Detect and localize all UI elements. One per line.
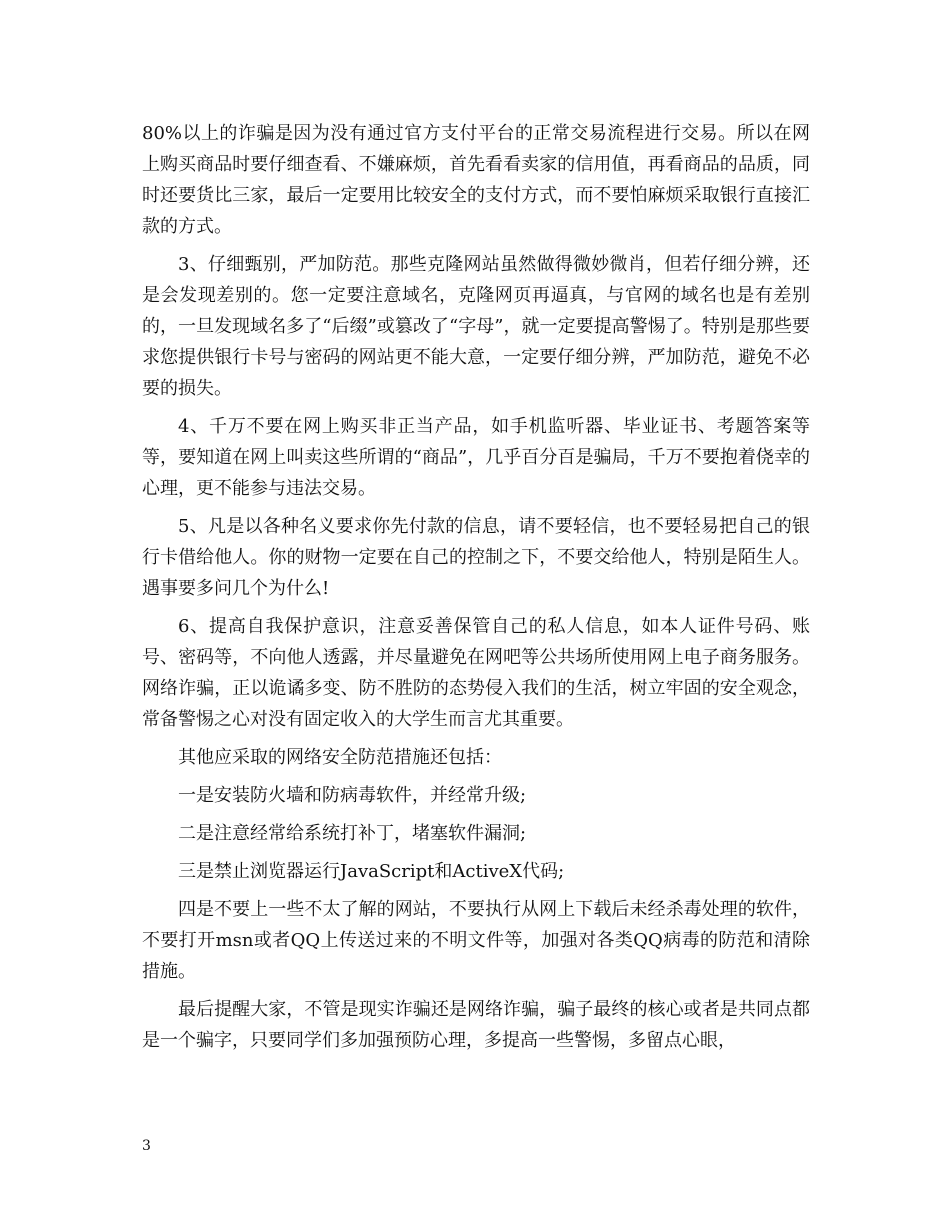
paragraph: 最后提醒大家，不管是现实诈骗还是网络诈骗，骗子最终的核心或者是共同点都是一个骗字，只要同学们多加强预防心理，多提高一些警惕，多留点心眼， xyxy=(142,999,810,1051)
paragraph: 3、仔细甄别，严加防范。那些克隆网站虽然做得微妙微肖，但若仔细分辨，还是会发现差别的。您一定要注意域名，克隆网页再逼真，与官网的域名也是有差别的，一旦发现域名多了“后缀”或篡改了“字母”，就一定要提高警惕了。特别是那些要求您提供银行卡号与密码的网站更不能大意，一定要仔细分辨，严加防范，避免不必要的损失。 xyxy=(142,254,810,399)
paragraph: 80%以上的诈骗是因为没有通过官方支付平台的正常交易流程进行交易。所以在网上购买商品时要仔细查看、不嫌麻烦，首先看看卖家的信用值，再看商品的品质，同时还要货比三家，最后一定要用比较安全的支付方式，而不要怕麻烦采取银行直接汇款的方式。 xyxy=(142,123,810,237)
paragraph: 4、千万不要在网上购买非正当产品，如手机监听器、毕业证书、考题答案等等，要知道在网上叫卖这些所谓的“商品”，几乎百分百是骗局，千万不要抱着侥幸的心理，更不能参与违法交易。 xyxy=(142,416,810,499)
paragraph: 6、提高自我保护意识，注意妥善保管自己的私人信息，如本人证件号码、账号、密码等，不向他人透露，并尽量避免在网吧等公共场所使用网上电子商务服务。网络诈骗，正以诡谲多变、防不胜防的态势侵入我们的生活，树立牢固的安全观念，常备警惕之心对没有固定收入的大学生而言尤其重要。 xyxy=(142,616,810,730)
paragraph: 四是不要上一些不太了解的网站，不要执行从网上下载后未经杀毒处理的软件，不要打开msn或者QQ上传送过来的不明文件等，加强对各类QQ病毒的防范和清除措施。 xyxy=(142,899,810,982)
paragraph: 二是注意经常给系统打补丁，堵塞软件漏洞; xyxy=(178,823,527,844)
paragraph: 5、凡是以各种名义要求你先付款的信息，请不要轻信，也不要轻易把自己的银行卡借给他人。你的财物一定要在自己的控制之下，不要交给他人，特别是陌生人。遇事要多问几个为什么! xyxy=(142,516,810,599)
page-number: 3 xyxy=(142,1138,151,1154)
document-body xyxy=(142,118,810,1063)
paragraph: 其他应采取的网络安全防范措施还包括： xyxy=(178,747,502,768)
paragraph: 三是禁止浏览器运行JavaScript和ActiveX代码; xyxy=(178,861,565,882)
paragraph: 一是安装防火墙和防病毒软件，并经常升级; xyxy=(178,785,527,806)
